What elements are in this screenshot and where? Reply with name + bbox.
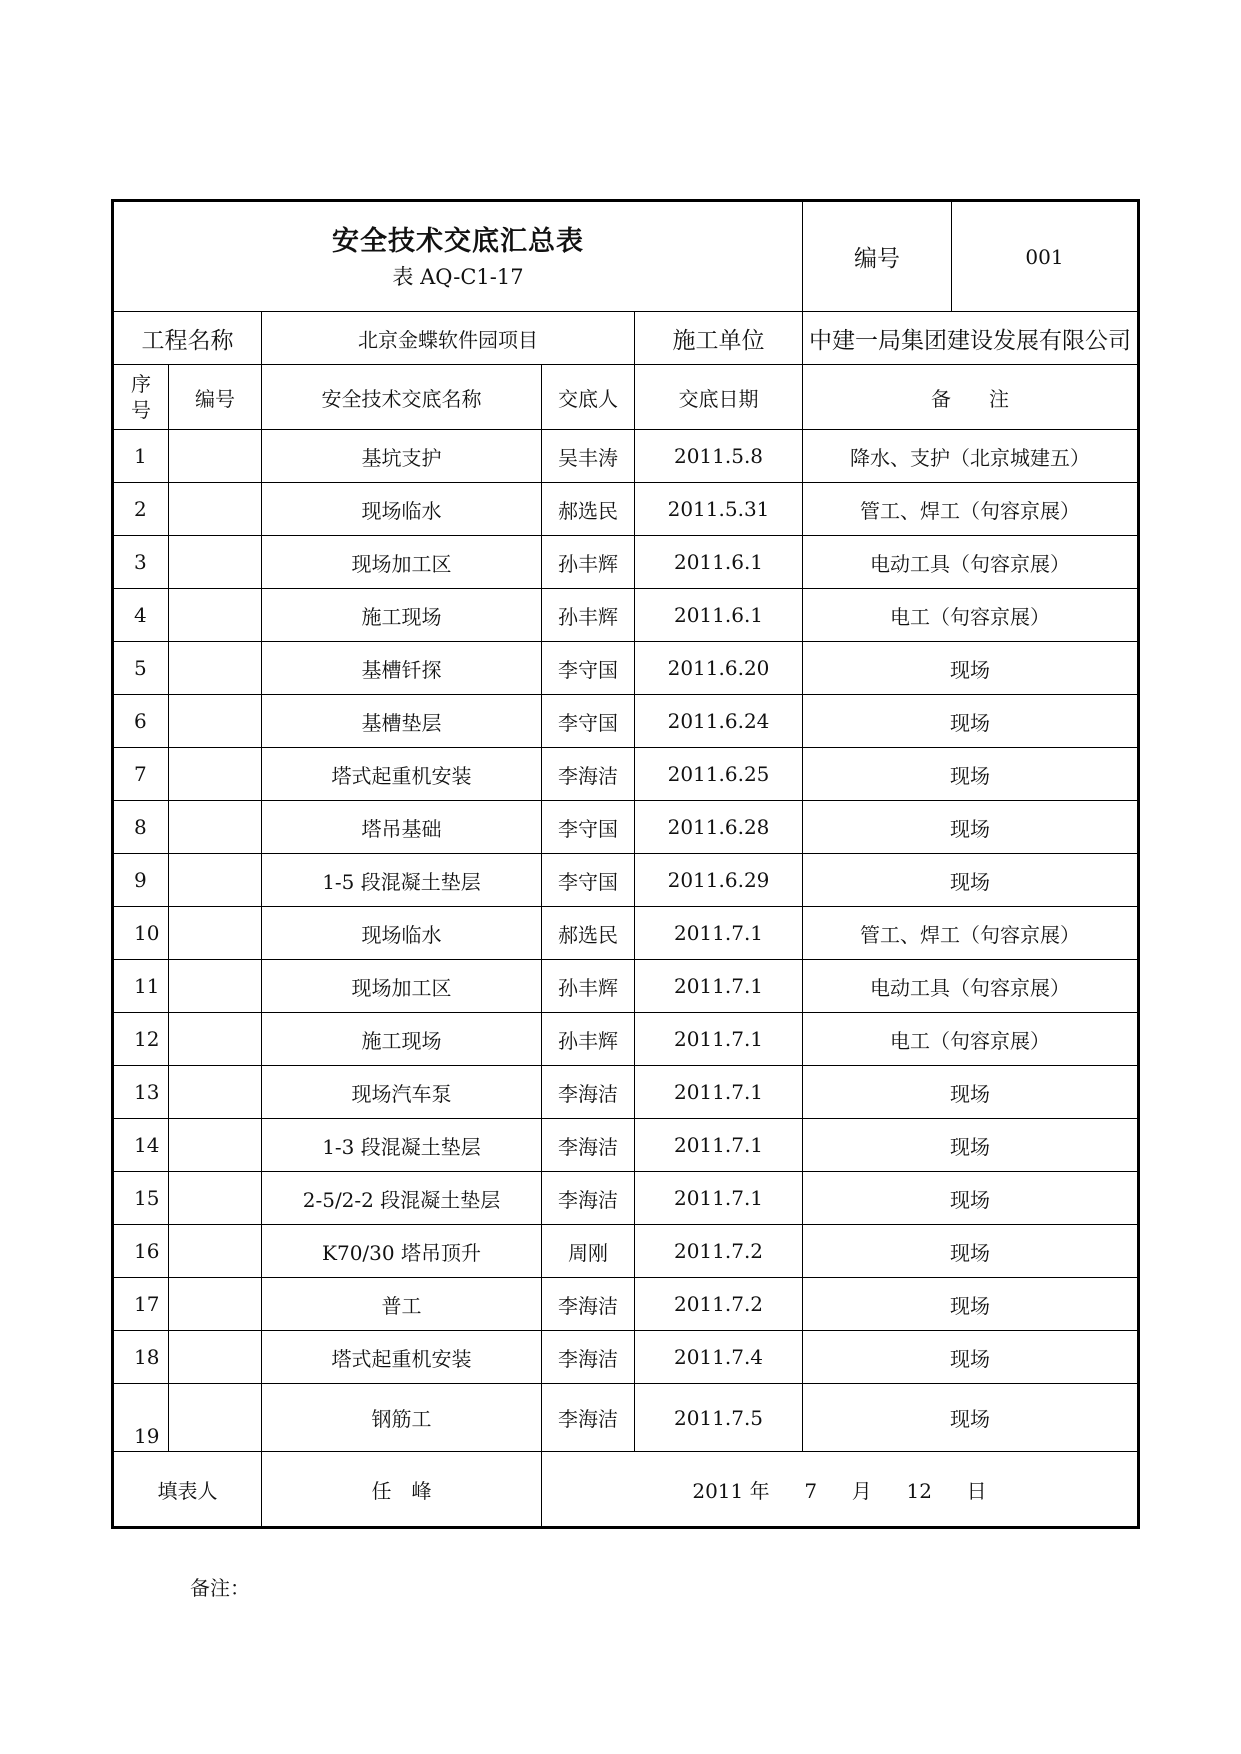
row-person: 李海洁: [542, 1066, 635, 1119]
col-remark-header: [803, 365, 1139, 430]
row-remark: 现场: [803, 801, 1139, 854]
row-name: 现场临水: [262, 483, 542, 536]
construction-unit-value: 中建一局集团建设发展有限公司: [803, 312, 1139, 365]
row-remark: 现场: [803, 748, 1139, 801]
row-seq: 11: [113, 960, 169, 1013]
row-remark: 现场: [803, 1066, 1139, 1119]
row-seq: 16: [113, 1225, 169, 1278]
row-code: [169, 1278, 262, 1331]
row-date: 2011.6.20: [635, 642, 803, 695]
row-remark: 现场: [803, 1278, 1139, 1331]
row-seq: 9: [113, 854, 169, 907]
table-row: [113, 483, 1139, 536]
row-person: 孙丰辉: [542, 1013, 635, 1066]
row-person: 李守国: [542, 801, 635, 854]
row-code: [169, 1384, 262, 1452]
col-code-header: 编号: [169, 365, 262, 430]
table-row: [113, 1225, 1139, 1278]
row-person: 郝选民: [542, 483, 635, 536]
project-info-row: [113, 312, 1139, 365]
row-name: 基槽垫层: [262, 695, 542, 748]
row-person: 孙丰辉: [542, 960, 635, 1013]
number-value: 001: [952, 201, 1139, 312]
row-name: 1-3 段混凝土垫层: [262, 1119, 542, 1172]
row-name: 1-5 段混凝土垫层: [262, 854, 542, 907]
row-name: 现场汽车泵: [262, 1066, 542, 1119]
row-code: [169, 1119, 262, 1172]
row-code: [169, 1013, 262, 1066]
row-person: 李守国: [542, 854, 635, 907]
row-date: 2011.7.1: [635, 1013, 803, 1066]
row-name: 基槽钎探: [262, 642, 542, 695]
row-name: K70/30 塔吊顶升: [262, 1225, 542, 1278]
row-date: 2011.5.31: [635, 483, 803, 536]
row-code: [169, 1331, 262, 1384]
row-name: 钢筋工: [262, 1384, 542, 1452]
title-cell: [113, 201, 803, 312]
row-code: [169, 1066, 262, 1119]
row-remark: 现场: [803, 1384, 1139, 1452]
row-code: [169, 748, 262, 801]
row-date: 2011.7.1: [635, 1172, 803, 1225]
row-code: [169, 483, 262, 536]
table-row: [113, 801, 1139, 854]
table-row: [113, 1278, 1139, 1331]
row-person: 孙丰辉: [542, 536, 635, 589]
row-name: 2-5/2-2 段混凝土垫层: [262, 1172, 542, 1225]
fill-date-month-unit: 月: [851, 1478, 872, 1503]
row-name: 塔式起重机安装: [262, 748, 542, 801]
row-person: 李守国: [542, 642, 635, 695]
row-seq: 19: [113, 1384, 169, 1452]
row-name: 基坑支护: [262, 430, 542, 483]
row-remark: 现场: [803, 1119, 1139, 1172]
row-code: [169, 695, 262, 748]
row-remark: 降水、支护（北京城建五）: [803, 430, 1139, 483]
row-code: [169, 907, 262, 960]
row-date: 2011.6.28: [635, 801, 803, 854]
row-code: [169, 430, 262, 483]
project-name-label: 工程名称: [113, 312, 262, 365]
project-name-value: 北京金蝶软件园项目: [262, 312, 635, 365]
row-seq: 1: [113, 430, 169, 483]
row-remark: 电动工具（句容京展）: [803, 536, 1139, 589]
row-remark: 电动工具（句容京展）: [803, 960, 1139, 1013]
row-date: 2011.7.1: [635, 1066, 803, 1119]
fill-date-day: 12: [906, 1478, 932, 1503]
row-person: 李守国: [542, 695, 635, 748]
row-seq: 6: [113, 695, 169, 748]
row-remark: 现场: [803, 1172, 1139, 1225]
row-seq: 12: [113, 1013, 169, 1066]
row-code: [169, 589, 262, 642]
table-row: [113, 1119, 1139, 1172]
row-seq: 8: [113, 801, 169, 854]
row-name: 普工: [262, 1278, 542, 1331]
column-header-row: [113, 365, 1139, 430]
table-row: [113, 854, 1139, 907]
fill-date: [542, 1452, 1139, 1528]
table-row: [113, 430, 1139, 483]
row-name: 塔吊基础: [262, 801, 542, 854]
row-date: 2011.7.2: [635, 1278, 803, 1331]
row-code: [169, 642, 262, 695]
row-seq: 10: [113, 907, 169, 960]
row-date: 2011.6.29: [635, 854, 803, 907]
row-seq: 2: [113, 483, 169, 536]
row-seq: 5: [113, 642, 169, 695]
table-row: [113, 695, 1139, 748]
table-row: [113, 1384, 1139, 1452]
row-code: [169, 1172, 262, 1225]
filler-name: 任 峰: [262, 1452, 542, 1528]
row-remark: 现场: [803, 642, 1139, 695]
fill-date-day-unit: 日: [966, 1478, 987, 1503]
row-code: [169, 536, 262, 589]
row-name: 现场加工区: [262, 536, 542, 589]
data-rows: [113, 430, 1139, 1452]
row-person: 孙丰辉: [542, 589, 635, 642]
row-remark: 现场: [803, 1225, 1139, 1278]
row-remark: 管工、焊工（句容京展）: [803, 907, 1139, 960]
number-label: 编号: [803, 201, 952, 312]
row-seq: 14: [113, 1119, 169, 1172]
table-row: [113, 1172, 1139, 1225]
safety-briefing-summary-table: [111, 199, 1140, 1529]
row-person: 郝选民: [542, 907, 635, 960]
row-date: 2011.5.8: [635, 430, 803, 483]
col-name-header: 安全技术交底名称: [262, 365, 542, 430]
row-remark: 现场: [803, 854, 1139, 907]
table-row: [113, 960, 1139, 1013]
title-row: [113, 201, 1139, 312]
footer-row: [113, 1452, 1139, 1528]
row-code: [169, 960, 262, 1013]
row-person: 李海洁: [542, 1278, 635, 1331]
row-date: 2011.6.24: [635, 695, 803, 748]
note-label: 备注：: [190, 1576, 250, 1600]
col-remark-header-a: 备: [931, 386, 952, 411]
row-date: 2011.7.1: [635, 960, 803, 1013]
row-code: [169, 854, 262, 907]
table-row: [113, 1066, 1139, 1119]
col-date-header: 交底日期: [635, 365, 803, 430]
row-person: 李海洁: [542, 1331, 635, 1384]
row-seq: 3: [113, 536, 169, 589]
row-date: 2011.6.1: [635, 536, 803, 589]
col-seq-header-top: 序: [131, 372, 151, 396]
row-name: 施工现场: [262, 589, 542, 642]
row-person: 李海洁: [542, 1119, 635, 1172]
table-row: [113, 1013, 1139, 1066]
form-subtitle: 表 AQ-C1-17: [392, 264, 524, 289]
table-row: [113, 748, 1139, 801]
row-seq: 13: [113, 1066, 169, 1119]
row-remark: 电工（句容京展）: [803, 1013, 1139, 1066]
row-remark: 管工、焊工（句容京展）: [803, 483, 1139, 536]
row-date: 2011.7.2: [635, 1225, 803, 1278]
row-date: 2011.7.5: [635, 1384, 803, 1452]
row-person: 李海洁: [542, 748, 635, 801]
col-remark-header-b: 注: [989, 386, 1010, 411]
form-title: 安全技术交底汇总表: [332, 225, 584, 257]
row-person: 李海洁: [542, 1172, 635, 1225]
col-seq-header: [113, 365, 169, 430]
row-date: 2011.6.1: [635, 589, 803, 642]
row-seq: 18: [113, 1331, 169, 1384]
row-remark: 现场: [803, 695, 1139, 748]
row-seq: 17: [113, 1278, 169, 1331]
table-row: [113, 907, 1139, 960]
row-date: 2011.7.1: [635, 1119, 803, 1172]
table-row: [113, 589, 1139, 642]
row-seq: 4: [113, 589, 169, 642]
row-code: [169, 1225, 262, 1278]
fill-date-year: 2011: [692, 1478, 744, 1503]
col-person-header: 交底人: [542, 365, 635, 430]
row-name: 现场临水: [262, 907, 542, 960]
row-remark: 现场: [803, 1331, 1139, 1384]
row-name: 现场加工区: [262, 960, 542, 1013]
row-person: 吴丰涛: [542, 430, 635, 483]
row-date: 2011.7.1: [635, 907, 803, 960]
fill-date-year-unit: 年: [749, 1478, 770, 1503]
table-row: [113, 1331, 1139, 1384]
row-seq: 7: [113, 748, 169, 801]
row-date: 2011.6.25: [635, 748, 803, 801]
row-person: 李海洁: [542, 1384, 635, 1452]
row-date: 2011.7.4: [635, 1331, 803, 1384]
fill-date-month: 7: [804, 1478, 818, 1503]
row-name: 塔式起重机安装: [262, 1331, 542, 1384]
construction-unit-label: 施工单位: [635, 312, 803, 365]
row-name: 施工现场: [262, 1013, 542, 1066]
row-code: [169, 801, 262, 854]
row-person: 周刚: [542, 1225, 635, 1278]
filler-label: 填表人: [113, 1452, 262, 1528]
row-seq: 15: [113, 1172, 169, 1225]
table-row: [113, 642, 1139, 695]
col-seq-header-bottom: 号: [131, 398, 151, 422]
row-remark: 电工（句容京展）: [803, 589, 1139, 642]
table-row: [113, 536, 1139, 589]
